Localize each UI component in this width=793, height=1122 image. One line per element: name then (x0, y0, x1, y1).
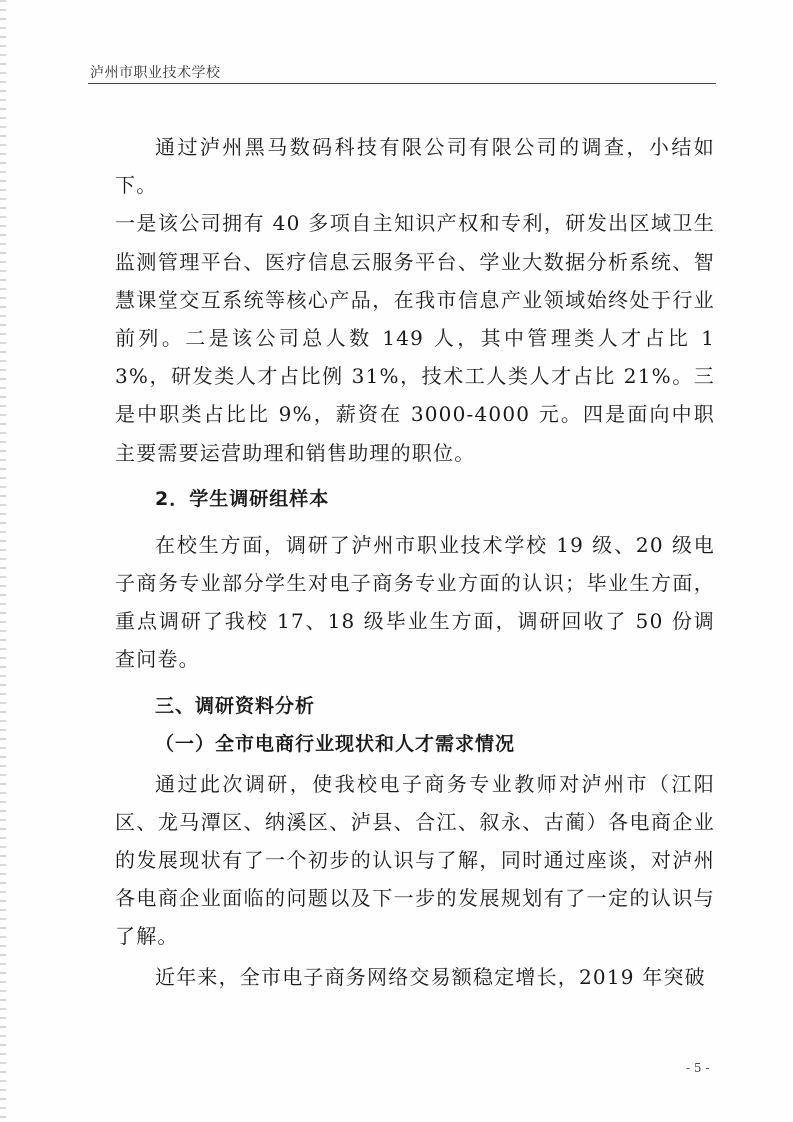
paragraph-analysis: 通过此次调研，使我校电子商务专业教师对泸州市（江阳区、龙马潭区、纳溪区、泸县、合江、叙永、古蔺）各电商企业的发展现状有了一个初步的认识与了解，同时通过座谈，对泸州各电商企业面临的问题以及下一步的发展规划有了一定的认识与了解。 (115, 771, 715, 949)
header-rule (88, 83, 716, 84)
page-content (115, 128, 715, 996)
paragraph-company-findings: 一是该公司拥有 40 多项自主知识产权和专利，研发出区域卫生监测管理平台、医疗信息云服务平台、学业大数据分析系统、智慧课堂交互系统等核心产品，在我市信息产业领域始终处于行业前列。二是该公司总人数 149 人，其中管理类人才占比 13%，研发类人才占比例 31%，技术工人类人才占比 21%。三是中职类占比比 9%，薪资在 3000-4000 元。四是面向中职主要需要运营助理和销售助理的职位。 (115, 211, 715, 465)
heading-section-three-one: （一）全市电商行业现状和人才需求情况 (155, 732, 516, 755)
running-header: 泸州市职业技术学校 (90, 65, 221, 81)
binding-edge (0, 0, 6, 1122)
heading-section-three: 三、调研资料分析 (155, 694, 316, 717)
paragraph-recent-years: 近年来，全市电子商务网络交易额稳定增长，2019 年突破 (155, 964, 706, 989)
heading-student-survey: 2．学生调研组样本 (155, 487, 330, 510)
page-number: - 5 - (686, 1061, 710, 1075)
paragraph-summary-intro: 通过泸州黑马数码科技有限公司有限公司的调查，小结如下。 (115, 135, 715, 198)
paragraph-student-survey: 在校生方面，调研了泸州市职业技术学校 19 级、20 级电子商务专业部分学生对电子商务专业方面的认识；毕业生方面，重点调研了我校 17、18 级毕业生方面，调研回收了 50 份调查问卷。 (115, 532, 715, 672)
